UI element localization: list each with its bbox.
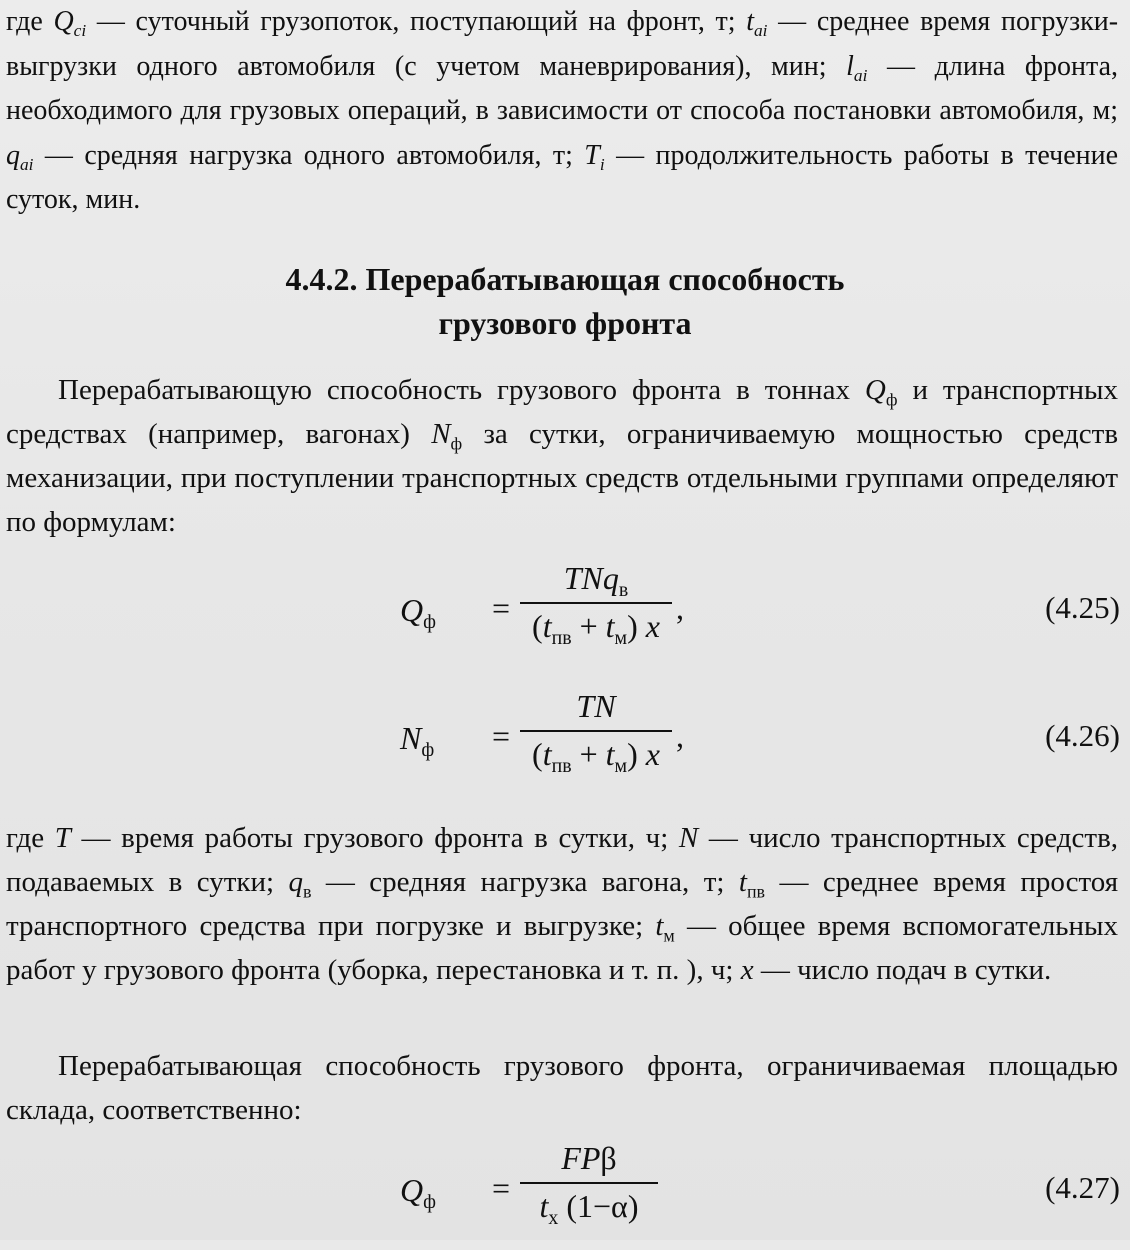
text-run: где xyxy=(6,822,45,854)
text-run: — среднее время погрузки-выгрузки одного автомобиля (с учетом маневрирования), мин; xyxy=(6,6,1119,82)
formula-lhs: $Q_ф$ xyxy=(400,1172,436,1213)
fraction-bar xyxy=(520,602,672,604)
var-t-cap: T xyxy=(584,139,600,171)
equals-sign: = xyxy=(492,718,511,754)
text-run: — общее время вспомогательных работ у грузового фронта (уборка, перестановка и т. п. ), ч; xyxy=(6,910,1119,986)
var-subscript: пв xyxy=(746,881,766,902)
formula-denominator: $(t_{пв} + t_м)$ x xyxy=(532,736,660,777)
var-q: q xyxy=(288,866,303,898)
text-run: — среднее время простоя транспортного средства при погрузке и выгрузке; xyxy=(6,866,1119,942)
text-run: и транспортных средствах (например, вагонах) xyxy=(6,374,1118,450)
text-run: где xyxy=(6,6,43,37)
paragraph-3 xyxy=(6,816,1118,992)
text-run: — длина фронта, необходимого для грузовых операций, в зависимости от способа постановки автомобиля, м; xyxy=(6,50,1119,126)
var-q: Q xyxy=(864,374,886,406)
var-t: t xyxy=(746,6,754,37)
formula-4-27 xyxy=(0,1140,1130,1250)
var-l: l xyxy=(846,50,854,82)
formula-numerator: TNq$_в$ xyxy=(563,560,629,601)
formula-number: (4.25) xyxy=(1045,590,1120,625)
var-subscript: м xyxy=(663,925,675,946)
var-subscript: в xyxy=(302,881,312,902)
section-heading-line-2: грузового фронта xyxy=(438,305,692,341)
fraction-bar xyxy=(520,730,672,732)
formula-comma: , xyxy=(676,718,684,754)
var-subscript: ф xyxy=(885,389,898,410)
var-subscript: ai xyxy=(20,154,34,174)
var-n: N xyxy=(431,418,451,450)
formula-numerator: TN xyxy=(576,688,616,724)
formula-number: (4.26) xyxy=(1045,718,1120,753)
var-t: t xyxy=(738,866,747,898)
formula-denominator: $(t_{пв} + t_м)$ x xyxy=(532,608,660,649)
var-subscript: ai xyxy=(853,65,868,85)
var-subscript: ci xyxy=(73,21,87,41)
intro-paragraph xyxy=(6,0,1118,223)
paragraph-4: Перерабатывающая способность грузового фронта, ограничиваемая площадью склада, соответственно: xyxy=(6,1050,1118,1126)
var-subscript: i xyxy=(599,154,605,174)
text-run: — время работы грузового фронта в сутки, ч; xyxy=(81,822,669,854)
text-run: — продолжительность работы в течение суток, мин. xyxy=(6,139,1119,215)
paragraph-2 xyxy=(6,368,1118,544)
var-q: q xyxy=(6,139,20,171)
formula-4-25 xyxy=(0,560,1130,670)
var-n: N xyxy=(678,822,699,854)
var-t: t xyxy=(655,910,664,942)
text-run: — число транспортных средств, подаваемых в сутки; xyxy=(6,822,1119,898)
formula-lhs: $Q_ф$ xyxy=(400,592,436,633)
var-subscript: ф xyxy=(450,433,463,454)
var-q: Q xyxy=(53,6,74,37)
text-run: за сутки, ограничиваемую мощностью средств механизации, при поступлении транспортных средств отдельными группами определяют по формулам: xyxy=(6,418,1119,538)
formula-denominator: $t_x$ (1−α) xyxy=(539,1188,639,1229)
text-run: Перерабатывающую способность грузового фронта в тоннах xyxy=(58,374,850,406)
formula-numerator: FPβ xyxy=(561,1140,617,1176)
text-run: — средняя нагрузка вагона, т; xyxy=(325,866,725,898)
text-run: — число подач в сутки. xyxy=(760,954,1052,986)
section-heading-line-1: 4.4.2. Перерабатывающая способность xyxy=(285,261,845,297)
equals-sign: = xyxy=(492,1170,511,1206)
formula-lhs: $N_ф$ xyxy=(400,720,435,761)
equals-sign: = xyxy=(492,590,511,626)
formula-4-26 xyxy=(0,688,1130,798)
var-subscript: ai xyxy=(753,21,768,41)
fraction-bar xyxy=(520,1182,658,1184)
var-x: x xyxy=(740,954,754,986)
text-run: — средняя нагрузка одного автомобиля, т; xyxy=(44,139,573,171)
text-run: — суточный грузопоток, поступающий на фронт, т; xyxy=(96,6,736,37)
var-t-cap: T xyxy=(54,822,71,854)
formula-number: (4.27) xyxy=(1045,1170,1120,1205)
formula-comma: , xyxy=(676,590,684,626)
